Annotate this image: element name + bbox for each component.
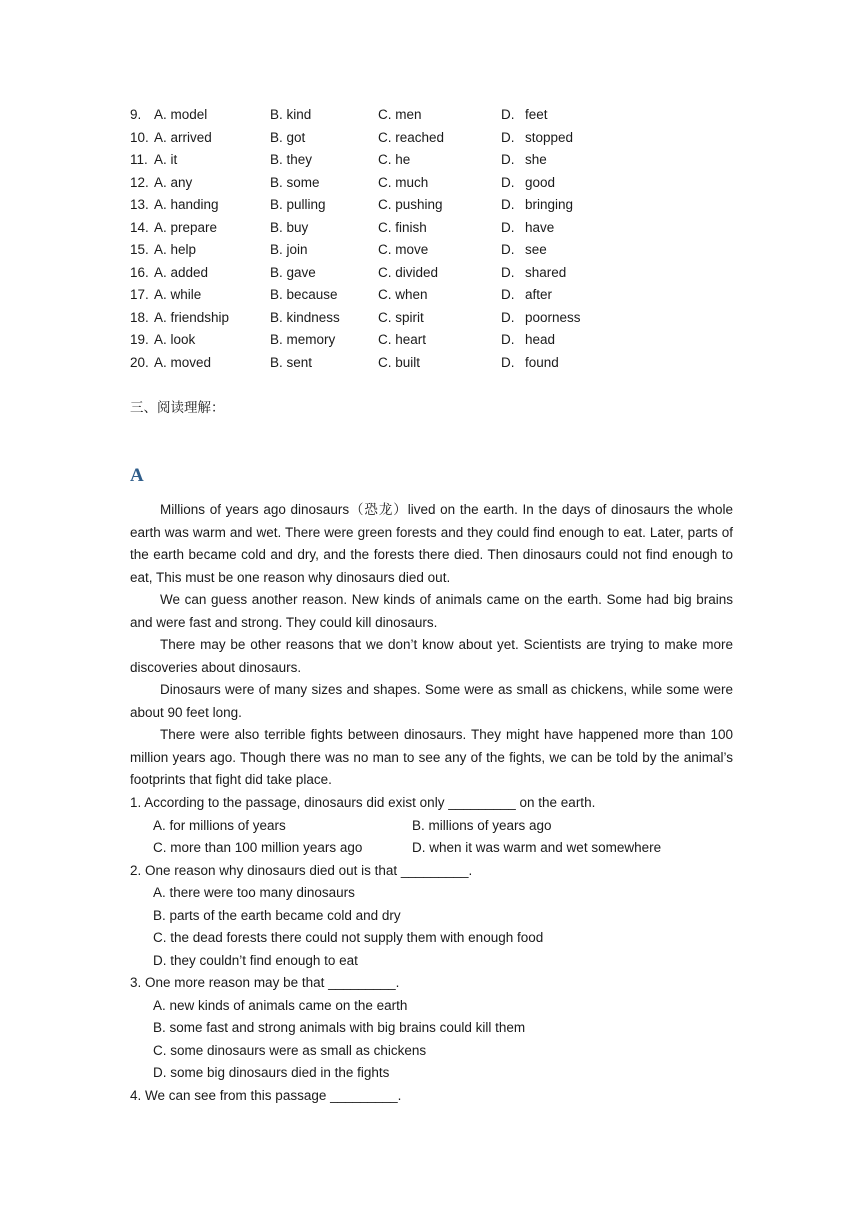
option-row (130, 837, 750, 860)
option-a: A. model (154, 107, 208, 122)
option-number: 9. (130, 107, 142, 122)
option-a: A. moved (154, 354, 212, 370)
option-d: D. some big dinosaurs died in the fights (153, 1065, 390, 1080)
option-d: shared (525, 264, 567, 280)
option-b: B. because (270, 287, 338, 302)
option-b: B. gave (270, 264, 316, 280)
option-d-letter: D. (501, 264, 515, 280)
option-c: C. he (378, 152, 411, 167)
option-d-letter: D. (501, 197, 515, 212)
option-c: C. finish (378, 219, 427, 235)
option-a: A. any (154, 174, 193, 190)
option-c: C. much (378, 174, 429, 190)
option-b: B. memory (270, 332, 336, 347)
option-a: A. there were too many dinosaurs (153, 885, 355, 900)
option-b: B. join (270, 242, 308, 257)
option-d: after (525, 287, 553, 302)
paragraph: There may be other reasons that we don’t know about yet. Scientists are trying to make more discoveries about dinosaurs. (130, 637, 733, 675)
section-heading: 三、阅读理解： (130, 400, 225, 416)
option-c: C. when (378, 287, 428, 302)
option-number: 16. (130, 264, 149, 280)
question-2 (130, 860, 750, 973)
option-a: A. for millions of years (153, 817, 286, 833)
option-d: she (525, 152, 547, 167)
option-c: C. pushing (378, 197, 443, 212)
question-stem: 3. One more reason may be that _________. (130, 975, 400, 990)
question-stem: 1. According to the passage, dinosaurs did exist only _________ on the earth. (130, 795, 596, 810)
option-d: D. when it was warm and wet somewhere (412, 840, 662, 855)
option-d-letter: D. (501, 309, 515, 325)
option-d: D. they couldn’t find enough to eat (153, 952, 358, 968)
paragraph: Dinosaurs were of many sizes and shapes. Some were as small as chickens, while some were about 90 feet long. (130, 682, 733, 720)
option-a: A. new kinds of animals came on the earth (153, 997, 408, 1013)
question-3 (130, 972, 750, 1085)
option-d-letter: D. (501, 332, 515, 347)
option-d: poorness (525, 309, 581, 325)
option-a: A. help (154, 242, 197, 257)
option-a: A. friendship (154, 309, 230, 325)
paragraph: Millions of years ago dinosaurs（恐龙）lived on the earth. In the days of dinosaurs the whole earth was warm and wet. There were green forests and they could find enough to eat. Later, parts of the earth became cold and dry, and the forests there died. Then dinosaurs could not find enough to eat, This must be one reason why dinosaurs died out. (130, 502, 733, 585)
option-b: B. some fast and strong animals with big brains could kill them (153, 1020, 526, 1035)
option-b: B. sent (270, 354, 313, 370)
option-number: 17. (130, 287, 149, 302)
option-c: C. move (378, 242, 429, 257)
option-c: C. built (378, 354, 421, 370)
option-number: 18. (130, 309, 149, 325)
option-row (130, 815, 750, 838)
option-d: head (525, 332, 556, 347)
option-c: C. the dead forests there could not supply them with enough food (153, 930, 544, 945)
option-c: C. reached (378, 129, 445, 145)
option-number: 19. (130, 332, 149, 347)
option-a: A. while (154, 287, 202, 302)
option-d-letter: D. (501, 354, 515, 370)
option-d-letter: D. (501, 129, 515, 145)
option-d-letter: D. (501, 107, 515, 122)
option-b: B. some (270, 174, 320, 190)
option-a: A. arrived (154, 129, 212, 145)
option-a: A. it (154, 152, 178, 167)
option-b: B. got (270, 129, 306, 145)
option-d-letter: D. (501, 287, 515, 302)
option-b: B. kind (270, 107, 312, 122)
question-1 (130, 792, 750, 860)
option-d: bringing (525, 197, 574, 212)
option-number: 15. (130, 242, 149, 257)
option-a: A. added (154, 264, 209, 280)
option-number: 14. (130, 219, 149, 235)
option-number: 13. (130, 197, 149, 212)
option-a: A. look (154, 332, 196, 347)
option-d: see (525, 242, 547, 257)
option-d-letter: D. (501, 152, 515, 167)
passage-letter: A (130, 465, 144, 486)
option-d: feet (525, 107, 548, 122)
option-d: have (525, 219, 555, 235)
option-number: 20. (130, 354, 149, 370)
option-number: 10. (130, 129, 149, 145)
option-a: A. prepare (154, 219, 218, 235)
option-d: stopped (525, 129, 574, 145)
option-c: C. some dinosaurs were as small as chickens (153, 1042, 427, 1058)
option-b: B. they (270, 152, 313, 167)
option-c: C. spirit (378, 309, 424, 325)
reading-passage (130, 499, 733, 792)
question-stem: 4. We can see from this passage _________. (130, 1087, 402, 1103)
option-b: B. buy (270, 219, 309, 235)
option-b: B. pulling (270, 197, 326, 212)
option-b: B. kindness (270, 309, 340, 325)
option-d-letter: D. (501, 174, 515, 190)
option-a: A. handing (154, 197, 219, 212)
option-c: C. more than 100 million years ago (153, 840, 363, 855)
paragraph: We can guess another reason. New kinds of animals came on the earth. Some had big brains and were fast and strong. They could kill dinosaurs. (130, 592, 733, 630)
question-stem: 2. One reason why dinosaurs died out is that _________. (130, 862, 473, 878)
option-c: C. divided (378, 264, 439, 280)
option-b: B. parts of the earth became cold and dry (153, 907, 401, 923)
option-d-letter: D. (501, 219, 515, 235)
option-b: B. millions of years ago (412, 817, 552, 833)
option-d: good (525, 174, 556, 190)
option-d: found (525, 354, 559, 370)
option-number: 11. (130, 152, 148, 167)
option-d-letter: D. (501, 242, 515, 257)
question-4 (130, 1085, 750, 1108)
option-c: C. men (378, 107, 422, 122)
paragraph: There were also terrible fights between dinosaurs. They might have happened more than 100 million years ago. Though there was no man to see any of the fights, we can be told by the animal’s footprints that fight did take place. (130, 727, 733, 787)
option-number: 12. (130, 174, 149, 190)
option-c: C. heart (378, 332, 427, 347)
